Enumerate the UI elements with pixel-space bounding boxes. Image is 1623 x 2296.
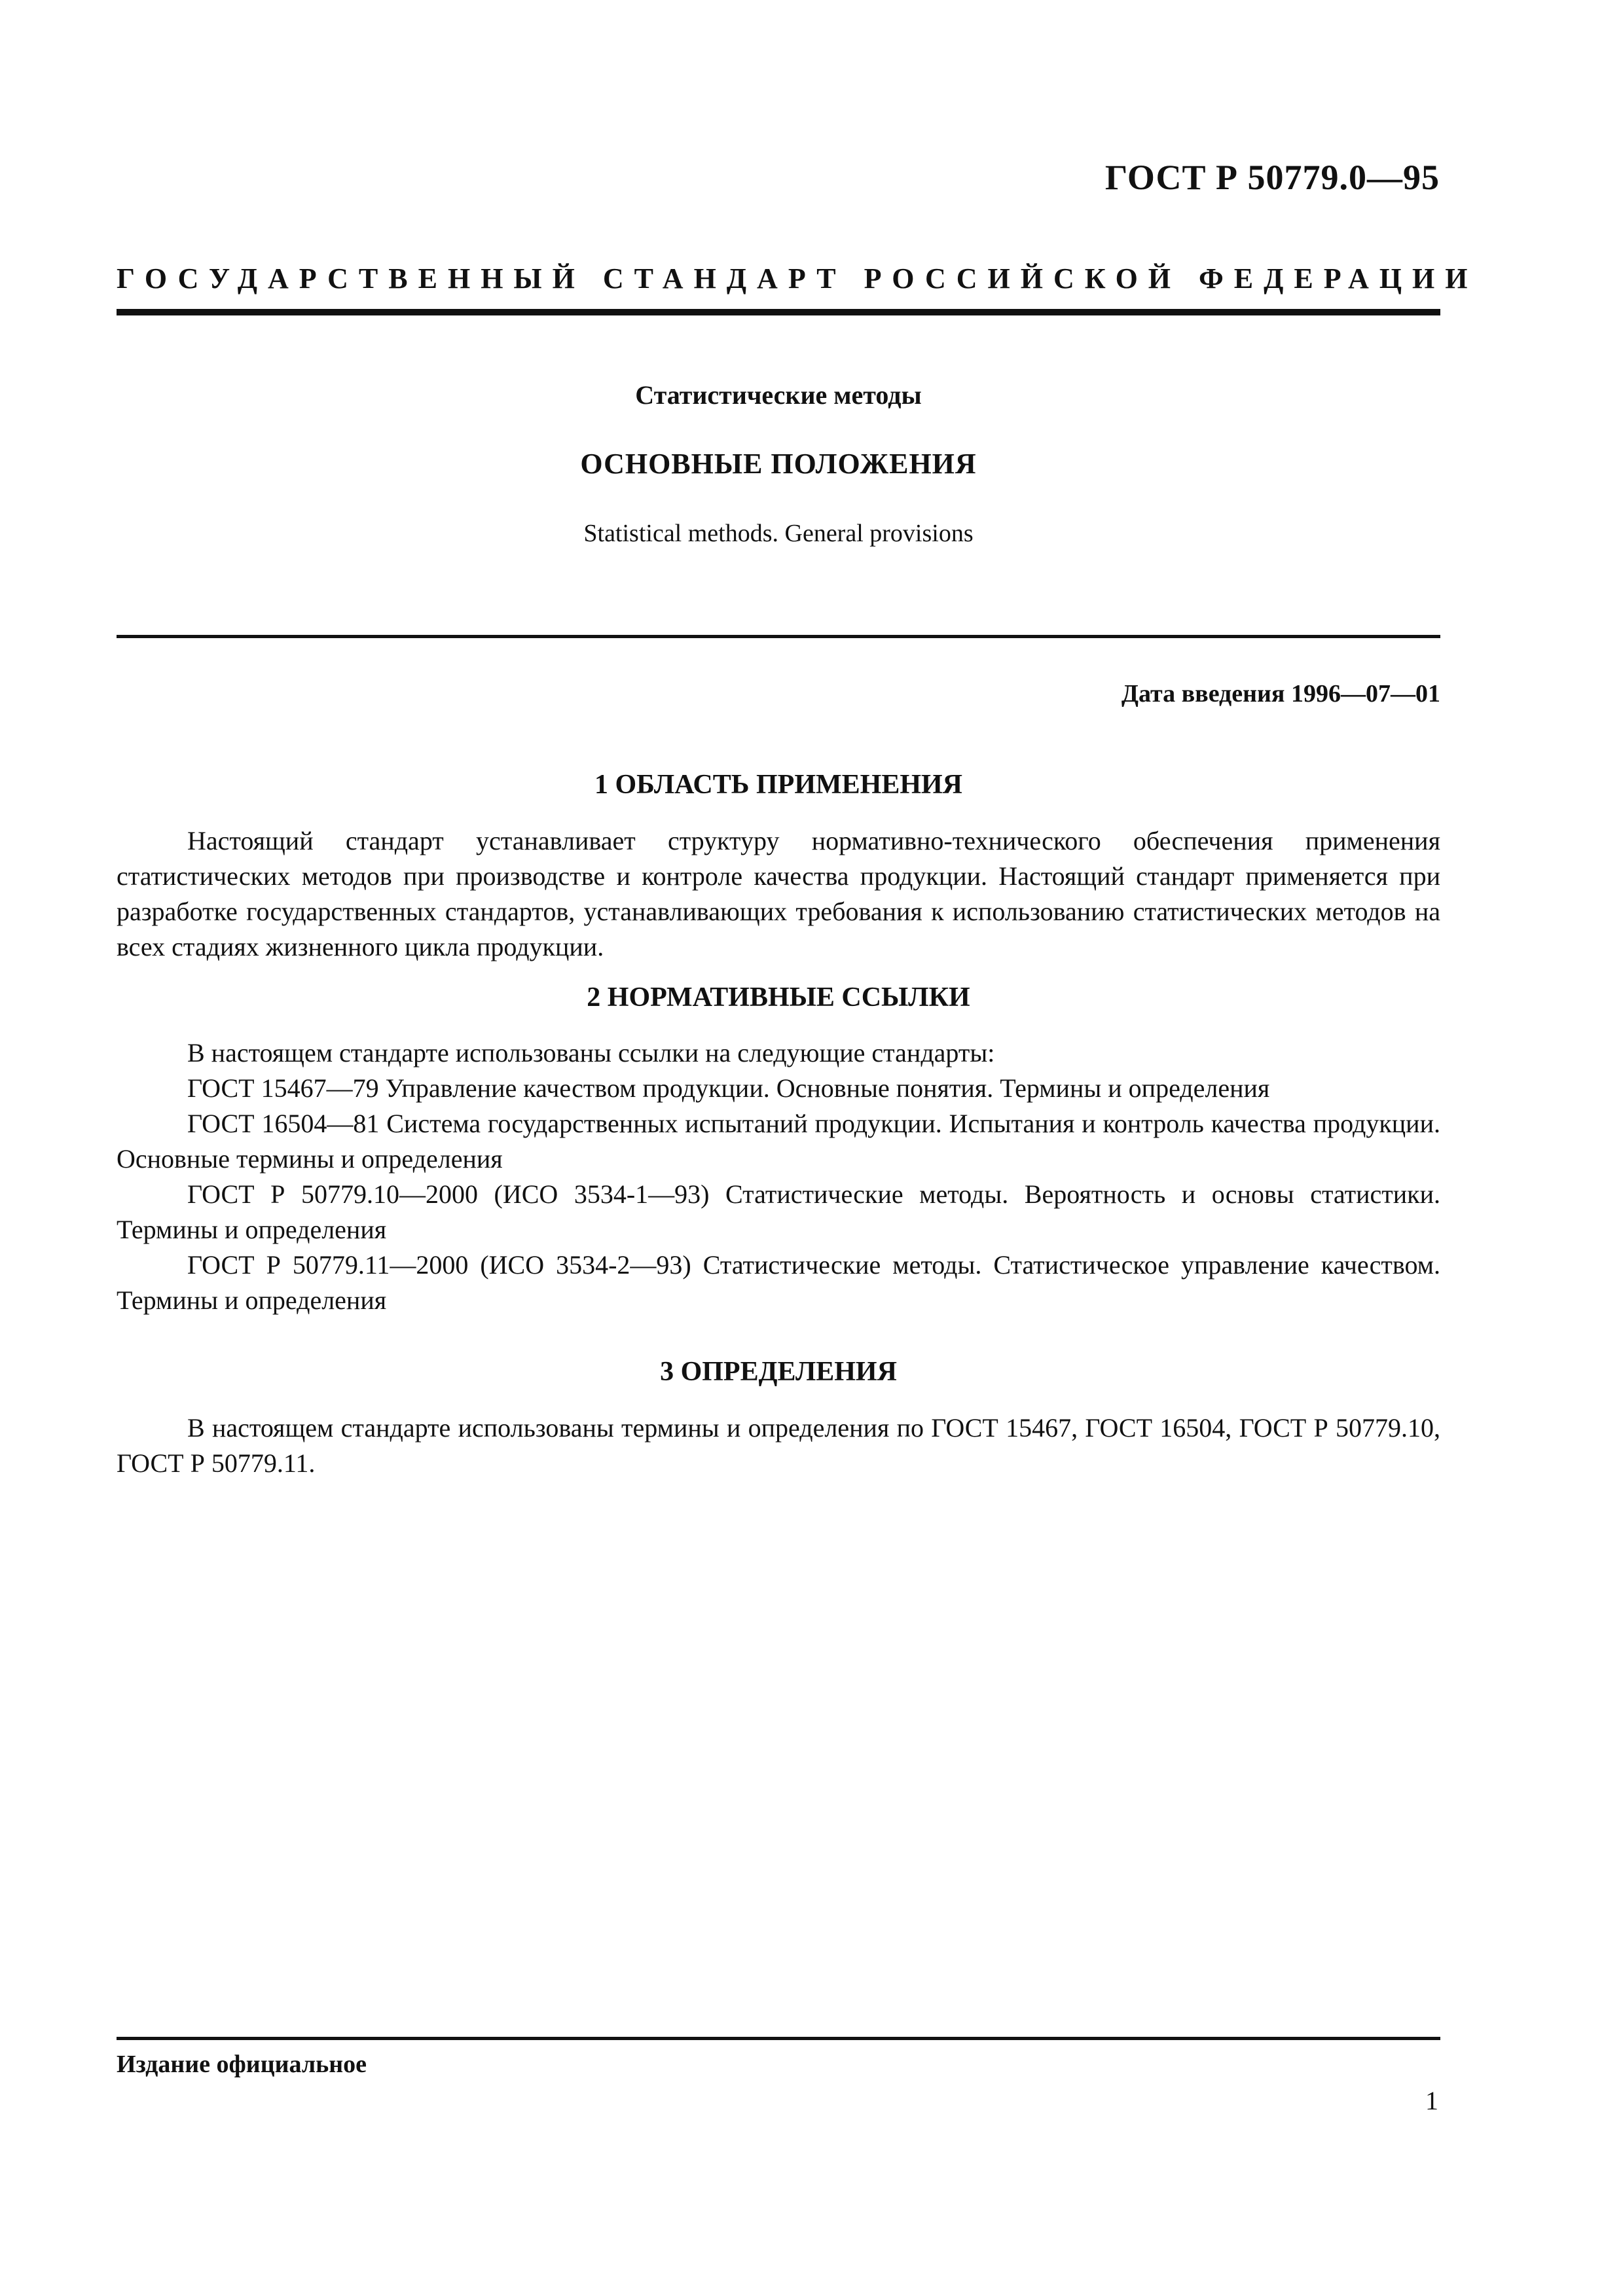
section-heading-normative-references: 2 НОРМАТИВНЫЕ ССЫЛКИ (587, 982, 970, 1013)
reference-text: ГОСТ 16504—81 Система государственных испытаний продукции. Испытания и контроль качества продукции. Основные термины и определения (117, 1109, 1440, 1174)
paragraph (117, 1410, 1440, 1481)
paragraph-text: В настоящем стандарте использованы ссылки на следующие стандарты: (187, 1038, 995, 1067)
state-standard-heading: ГОСУДАРСТВЕННЫЙ СТАНДАРТ РОССИЙСКОЙ ФЕДЕРАЦИИ (117, 262, 1478, 295)
gost-number: ГОСТ Р 50779.0—95 (1104, 158, 1440, 197)
section-body-definitions (117, 1410, 1440, 1481)
section-heading-definitions: 3 ОПРЕДЕЛЕНИЯ (660, 1357, 897, 1387)
document-subject: Статистические методы (635, 380, 922, 410)
reference-text: ГОСТ 15467—79 Управление качеством продукции. Основные понятия. Термины и определения (187, 1073, 1270, 1103)
footer-rule (117, 2037, 1440, 2040)
introduction-date: Дата введения 1996—07—01 (1121, 680, 1440, 708)
section-body-scope (117, 823, 1440, 965)
section-body-normative-references (117, 1035, 1440, 1318)
page-number: 1 (1425, 2086, 1438, 2115)
paragraph-text: Настоящий стандарт устанавливает структуру нормативно-технического обеспечения применения статистических методов при производстве и контроле качества продукции. Настоящий стандарт применяется при разработке государственных стандартов, устанавливающих требования к использованию статистических методов на всех стадиях жизненного цикла продукции. (117, 826, 1440, 961)
header-rule (117, 309, 1440, 315)
reference-text: ГОСТ Р 50779.11—2000 (ИСО 3534-2—93) Статистические методы. Статистическое управление качеством. Термины и определения (117, 1250, 1440, 1315)
document-main-title: ОСНОВНЫЕ ПОЛОЖЕНИЯ (580, 448, 977, 480)
official-edition-label: Издание официальное (117, 2051, 367, 2078)
reference-item (117, 1177, 1440, 1247)
reference-text: ГОСТ Р 50779.10—2000 (ИСО 3534-1—93) Статистические методы. Вероятность и основы статистики. Термины и определения (117, 1179, 1440, 1244)
title-rule (117, 635, 1440, 638)
paragraph (117, 823, 1440, 965)
paragraph-text: В настоящем стандарте использованы термины и определения по ГОСТ 15467, ГОСТ 16504, ГОСТ Р 50779.10, ГОСТ Р 50779.11. (117, 1413, 1440, 1478)
reference-item (117, 1071, 1440, 1106)
document-english-title: Statistical methods. General provisions (583, 520, 974, 547)
section-heading-scope: 1 ОБЛАСТЬ ПРИМЕНЕНИЯ (594, 770, 963, 800)
reference-item (117, 1247, 1440, 1318)
paragraph (117, 1035, 1440, 1071)
reference-item (117, 1106, 1440, 1177)
